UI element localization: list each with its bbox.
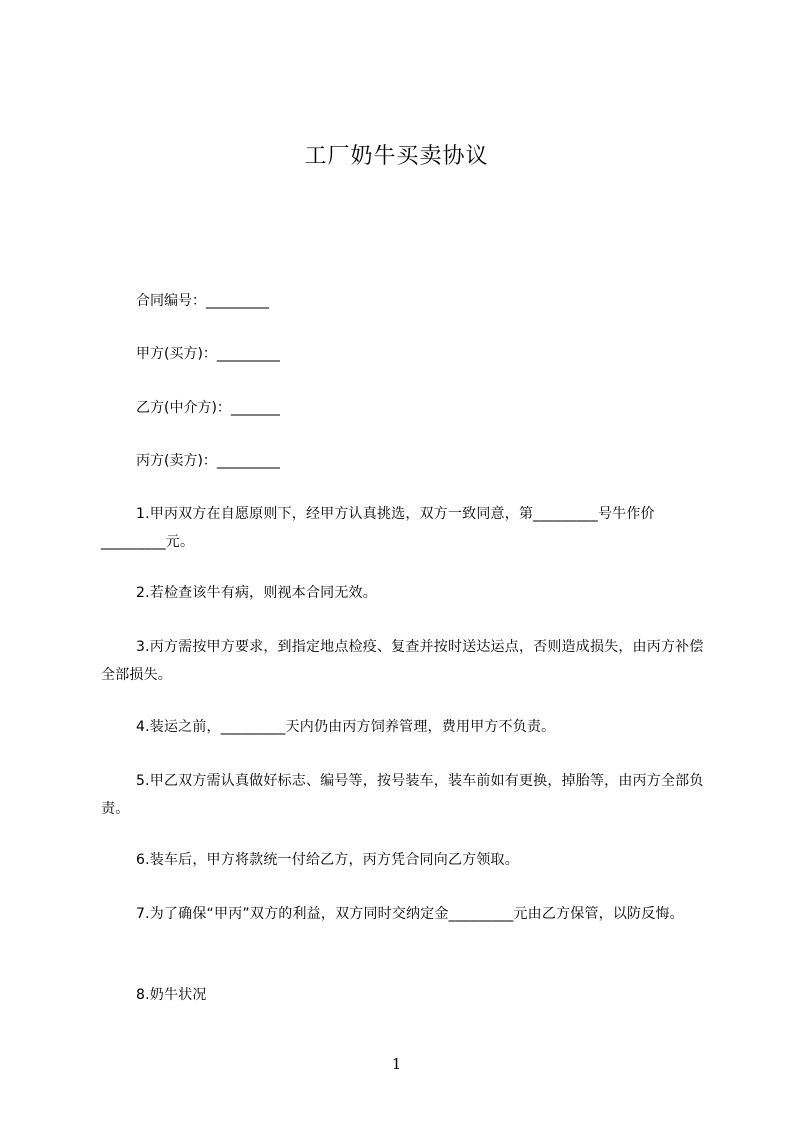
clause-3: 3.丙方需按甲方要求，到指定地点检疫、复查并按时送达运点，否则造成损失，由丙方补偿全部损失。 — [101, 639, 704, 683]
clause-8: 8.奶牛状况 — [136, 987, 207, 1003]
clause-5: 5.甲乙双方需认真做好标志、编号等，按号装车，装车前如有更换，掉胎等，由丙方全部负责。 — [101, 773, 704, 817]
contract-number-field: 合同编号：_________ — [136, 293, 269, 309]
clause-4: 4.装运之前，_________天内仍由丙方饲养管理，费用甲方不负责。 — [136, 719, 556, 735]
party-b-field: 乙方(中介方)：_______ — [136, 400, 280, 416]
party-c-field: 丙方(卖方)：_________ — [136, 453, 280, 469]
clause-7: 7.为了确保“甲丙”双方的利益，双方同时交纳定金_________元由乙方保管，以防反悔。 — [136, 906, 684, 922]
clause-2: 2.若检查该牛有病，则视本合同无效。 — [136, 585, 377, 601]
party-a-field: 甲方(买方)：_________ — [136, 346, 280, 362]
clause-6: 6.装车后，甲方将款统一付给乙方，丙方凭合同向乙方领取。 — [136, 852, 519, 868]
page-number: 1 — [391, 1055, 402, 1073]
document-title: 工厂奶牛买卖协议 — [304, 144, 489, 169]
clause-1: 1.甲丙双方在自愿原则下，经甲方认真挑选，双方一致同意，第_________号牛作价_________元。 — [101, 506, 655, 550]
